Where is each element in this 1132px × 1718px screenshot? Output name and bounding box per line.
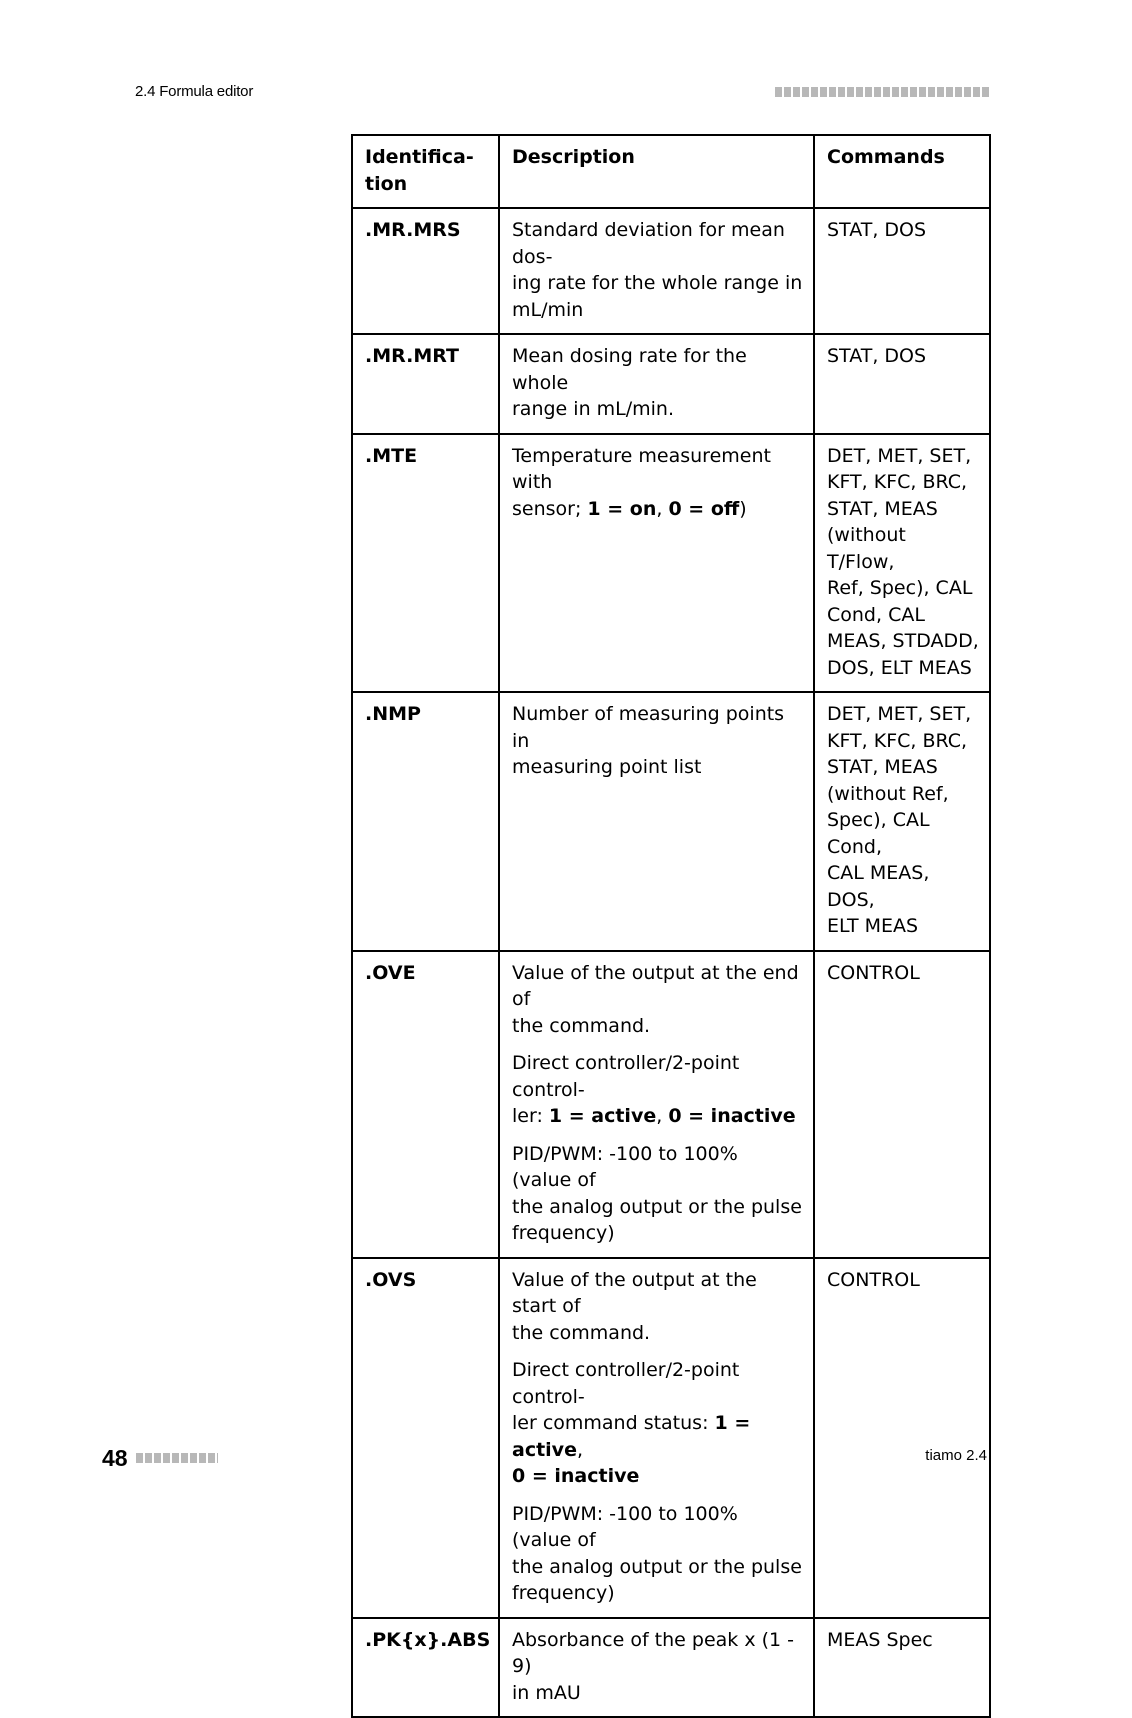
description-paragraph [512, 343, 803, 423]
commands-cell: DET, MET, SET, KFT, KFC, BRC, STAT, MEAS (without Ref, Spec), CAL Cond, CAL MEAS, DOS, ELT MEAS [814, 692, 990, 951]
commands-cell: STAT, DOS [814, 334, 990, 434]
description-text: Mean dosing rate for the whole range in mL/min. [512, 345, 747, 420]
description-emphasis: 1 = active [548, 1105, 657, 1127]
running-header-section: 2.4 Formula editor [135, 83, 254, 100]
table-row [352, 1258, 990, 1618]
table-row [352, 1618, 990, 1718]
description-paragraph [512, 1267, 803, 1347]
description-emphasis: 1 = active [512, 1412, 751, 1461]
description-text: PID/PWM: -100 to 100% (value of the analog output or the pulse frequency) [512, 1142, 802, 1244]
table-header-row [352, 135, 990, 208]
table-row [352, 208, 990, 334]
description-text: PID/PWM: -100 to 100% (value of the analog output or the pulse frequency) [512, 1502, 802, 1604]
description-cell [499, 334, 814, 434]
description-text: , [656, 497, 669, 520]
column-header-identification: Identifica- tion [352, 135, 499, 208]
description-text: ) [739, 497, 747, 520]
description-text: Number of measuring points in measuring point list [512, 703, 785, 778]
description-text: Direct controller/2-point control- ler: [512, 1052, 740, 1127]
identification-cell: .OVE [352, 951, 499, 1258]
page-number: 48 [102, 1445, 128, 1471]
description-paragraph [512, 1050, 803, 1130]
description-text: , [576, 1438, 583, 1461]
description-paragraph [512, 701, 803, 781]
description-text: Value of the output at the end of the command. [512, 961, 799, 1037]
description-text: , [656, 1105, 669, 1127]
description-paragraph [512, 443, 803, 523]
column-header-description: Description [499, 135, 814, 208]
description-cell [499, 951, 814, 1258]
description-cell [499, 1618, 814, 1718]
description-cell [499, 692, 814, 951]
description-emphasis: 1 = on [587, 497, 657, 520]
description-paragraph [512, 1357, 803, 1490]
commands-cell: MEAS Spec [814, 1618, 990, 1718]
column-header-commands: Commands [814, 135, 990, 208]
commands-cell: STAT, DOS [814, 208, 990, 334]
commands-cell: DET, MET, SET, KFT, KFC, BRC, STAT, MEAS (without T/Flow, Ref, Spec), CAL Cond, CAL MEAS, STDADD, DOS, ELT MEAS [814, 434, 990, 693]
identification-table [351, 134, 991, 1718]
description-cell [499, 208, 814, 334]
description-text: Value of the output at the start of the command. [512, 1268, 757, 1344]
description-paragraph [512, 960, 803, 1040]
description-emphasis: 0 = inactive [668, 1105, 796, 1127]
table-row [352, 951, 990, 1258]
description-paragraph [512, 1501, 803, 1607]
commands-cell: CONTROL [814, 951, 990, 1258]
description-paragraph [512, 217, 803, 323]
description-text: Standard deviation for mean dos- ing rate for the whole range in mL/min [512, 219, 803, 321]
description-emphasis: 0 = off [668, 497, 740, 520]
header-decorative-dots [775, 87, 990, 97]
description-paragraph [512, 1627, 803, 1707]
identification-cell: .MR.MRT [352, 334, 499, 434]
description-text: Temperature measurement with sensor; [512, 444, 771, 520]
description-text: Direct controller/2-point control- ler command status: [512, 1359, 740, 1434]
identification-cell: .MR.MRS [352, 208, 499, 334]
commands-cell: CONTROL [814, 1258, 990, 1618]
description-paragraph [512, 1141, 803, 1247]
identification-cell: .PK{x}.ABS [352, 1618, 499, 1718]
table-row [352, 434, 990, 693]
table-row [352, 692, 990, 951]
description-emphasis: 0 = inactive [512, 1465, 640, 1487]
footer-decorative-dots [136, 1453, 218, 1463]
description-cell [499, 1258, 814, 1618]
identification-cell: .OVS [352, 1258, 499, 1618]
table-row [352, 334, 990, 434]
description-cell [499, 434, 814, 693]
identification-cell: .NMP [352, 692, 499, 951]
footer-product-name: tiamo 2.4 [925, 1447, 987, 1464]
identification-cell: .MTE [352, 434, 499, 693]
description-text: Absorbance of the peak x (1 - 9) in mAU [512, 1628, 795, 1704]
